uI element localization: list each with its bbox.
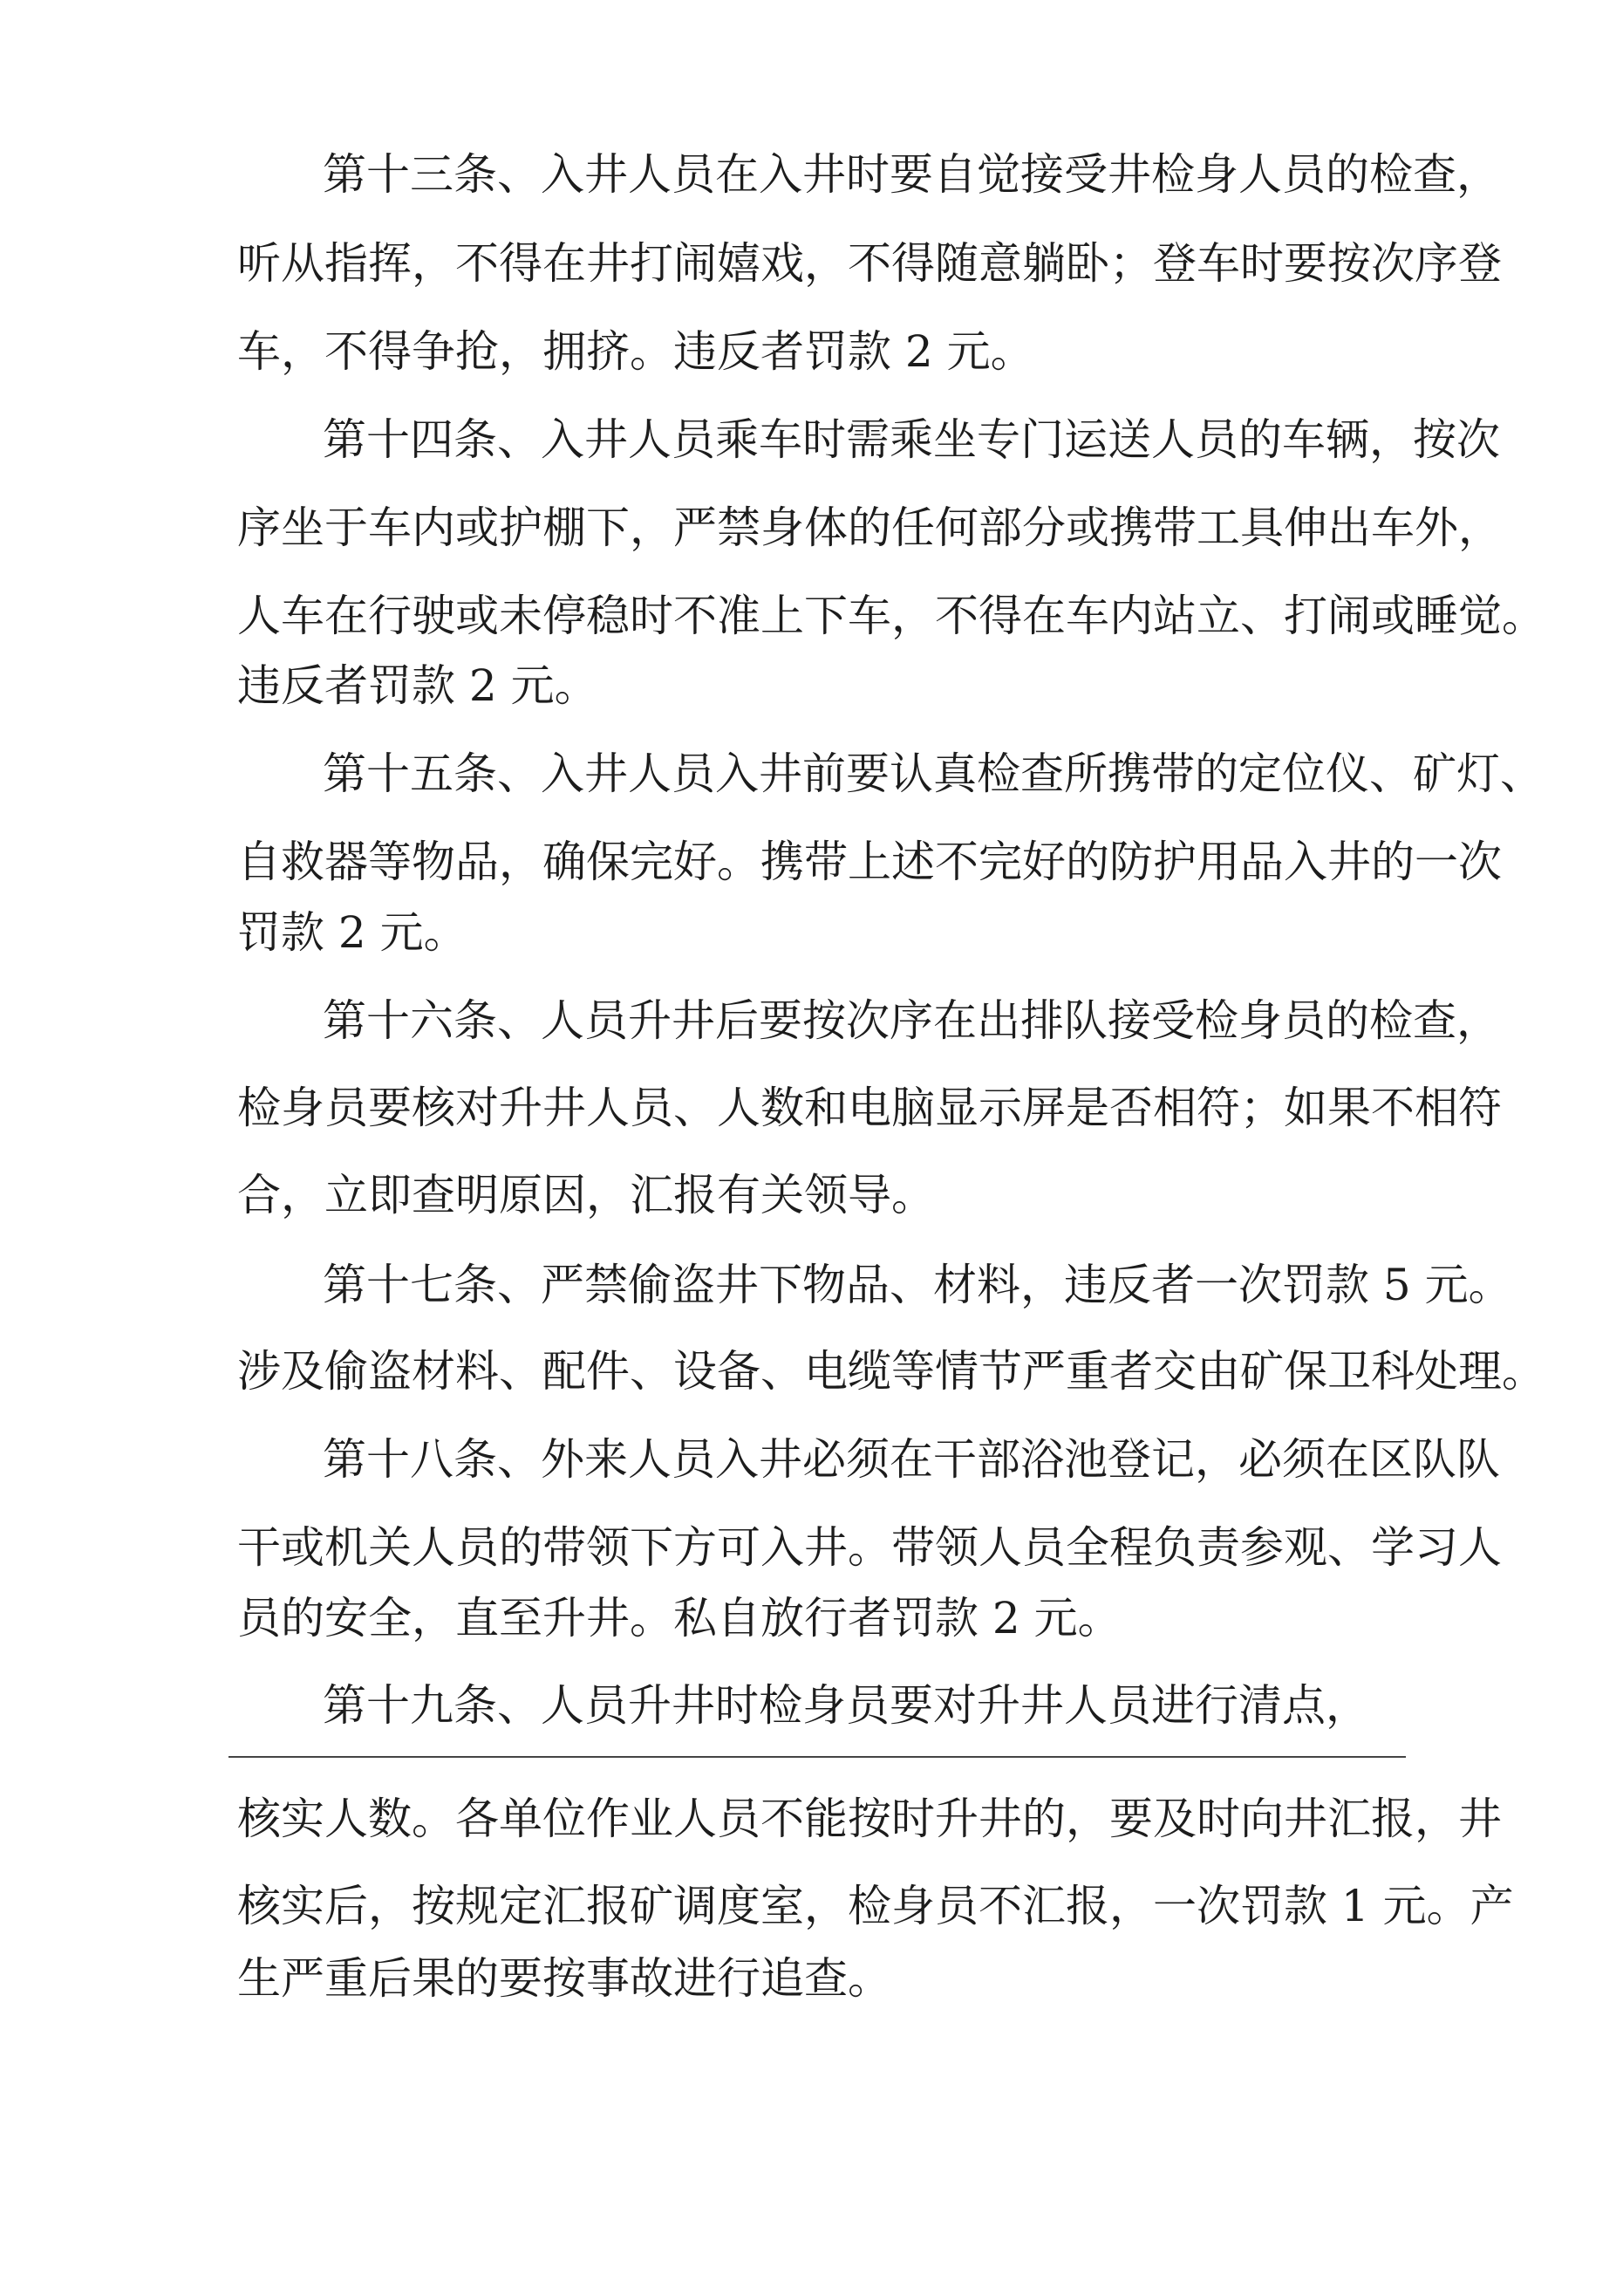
article-15-line-2: 自救器等物品，确保完好。携带上述不完好的防护用品入井的一次 bbox=[237, 837, 1502, 887]
article-18-line-1: 第十八条、外来人员入井必须在干部浴池登记，必须在区队队 bbox=[323, 1434, 1500, 1485]
article-14-line-3: 人车在行驶或未停稳时不准上下车，不得在车内站立、打闹或睡觉。 bbox=[237, 591, 1545, 641]
article-15-line-3: 罚款 2 元。 bbox=[237, 907, 467, 958]
article-14-line-4: 违反者罚款 2 元。 bbox=[237, 660, 598, 711]
article-13-line-2: 听从指挥，不得在井打闹嬉戏，不得随意躺卧；登车时要按次序登 bbox=[237, 238, 1502, 289]
article-14-line-2: 序坐于车内或护棚下，严禁身体的任何部分或携带工具伸出车外， bbox=[237, 502, 1502, 553]
article-13-line-3: 车，不得争抢，拥挤。违反者罚款 2 元。 bbox=[237, 326, 1034, 377]
article-13-line-1: 第十三条、入井人员在入井时要自觉接受井检身人员的检查， bbox=[323, 149, 1500, 200]
article-17-line-2: 涉及偷盗材料、配件、设备、电缆等情节严重者交由矿保卫科处理。 bbox=[237, 1346, 1545, 1397]
article-16-line-1: 第十六条、人员升井后要按次序在出排队接受检身员的检查， bbox=[323, 995, 1500, 1046]
article-14-line-1: 第十四条、入井人员乘车时需乘坐专门运送人员的车辆，按次 bbox=[323, 414, 1500, 465]
article-15-line-1: 第十五条、入井人员入井前要认真检查所携带的定位仪、矿灯、 bbox=[323, 748, 1544, 799]
article-16-line-2: 检身员要核对升井人员、人数和电脑显示屏是否相符；如果不相符 bbox=[237, 1083, 1502, 1133]
article-19-line-4: 生严重后果的要按事故进行追查。 bbox=[237, 1953, 891, 2004]
article-19-line-1: 第十九条、人员升井时检身员要对升井人员进行清点， bbox=[323, 1680, 1369, 1731]
article-19-line-3: 核实后，按规定汇报矿调度室，检身员不汇报，一次罚款 1 元。产 bbox=[237, 1881, 1514, 1931]
article-16-line-3: 合，立即查明原因，汇报有关领导。 bbox=[237, 1170, 935, 1220]
article-19-line-2: 核实人数。各单位作业人员不能按时升井的，要及时向井汇报，井 bbox=[237, 1794, 1502, 1844]
article-17-line-1: 第十七条、严禁偷盗井下物品、材料，违反者一次罚款 5 元。 bbox=[323, 1260, 1512, 1310]
article-18-line-2: 干或机关人员的带领下方可入井。带领人员全程负责参观、学习人 bbox=[237, 1522, 1502, 1573]
page-divider bbox=[228, 1756, 1406, 1758]
article-18-line-3: 员的安全，直至升井。私自放行者罚款 2 元。 bbox=[237, 1593, 1122, 1643]
